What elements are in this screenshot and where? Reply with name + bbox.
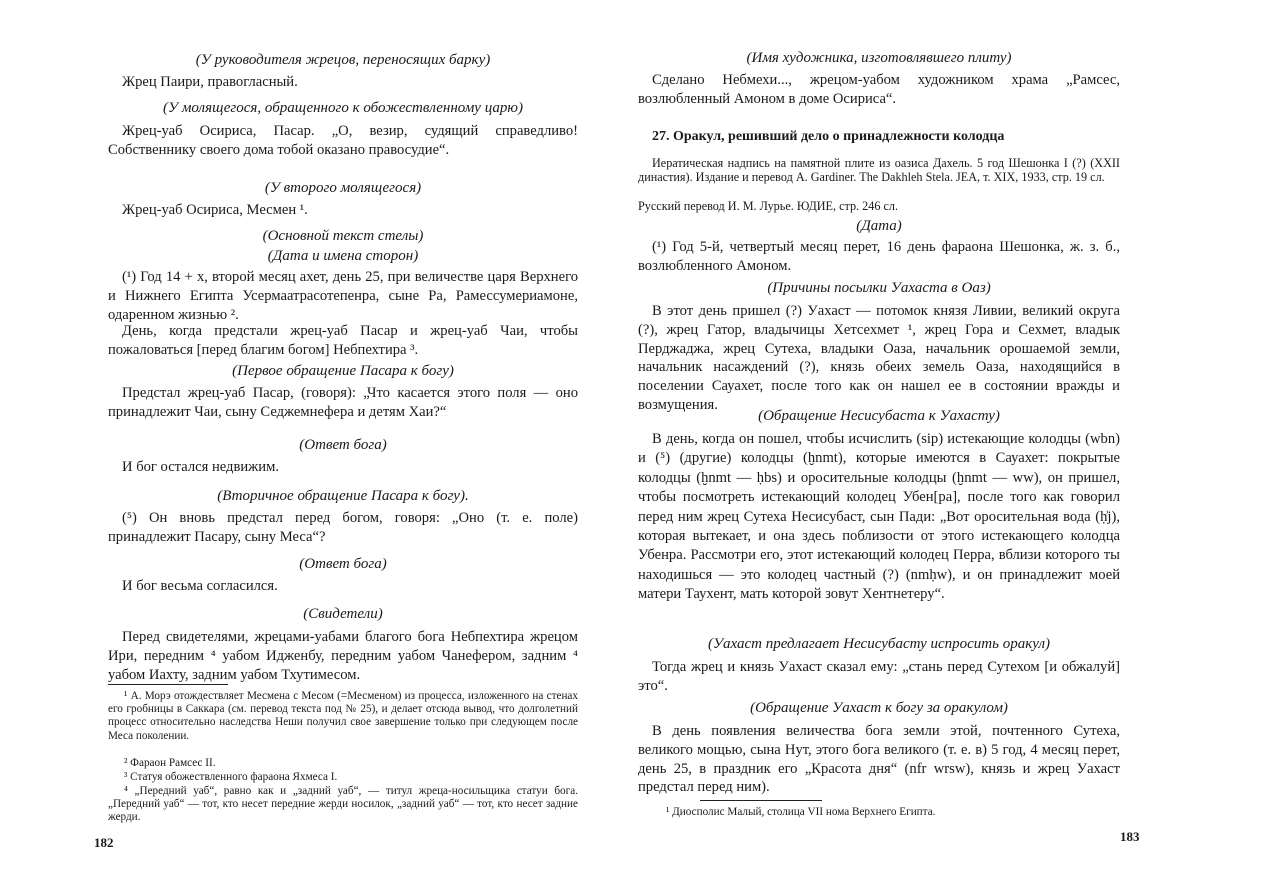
- section-heading: (Дата): [856, 218, 902, 234]
- section-heading: (Дата и имена сторон): [267, 248, 419, 264]
- page-number: 183: [1120, 829, 1140, 844]
- paragraph: Жрец Паири, правогласный.: [122, 74, 298, 90]
- section-heading: (Уахаст предлагает Несисубасту испросить оракул): [707, 636, 1051, 652]
- section-heading: (У руководителя жрецов, переносящих барку): [195, 52, 491, 68]
- paragraph: (¹) Год 14 + x, второй месяц ахет, день 25, при величестве царя Верхнего и Нижнего Египта Усермаатрасотепенра, сыне Ра, Рамессумериамоне, одаренном жизнью ².: [108, 269, 578, 323]
- section-heading: (Обращение Несисубаста к Уахасту): [758, 408, 1000, 424]
- paragraph: Жрец-уаб Осириса, Пасар. „О, везир, судящий справедливо! Собственнику своего дома тобой оказано правосудие“.: [108, 123, 578, 158]
- paragraph: И бог весьма согласился.: [122, 578, 278, 594]
- chapter-heading: 27. Оракул, решивший дело о принадлежности колодца: [652, 129, 1005, 144]
- section-heading: (Обращение Уахаст к богу за оракулом): [750, 700, 1008, 716]
- footnote: ⁴ „Передний уаб“, равно как и „задний уаб“, — титул жреца-носильщика статуи бога. „Передний уаб“ — тот, кто несет передние жерди носилок, „задний уаб“ — тот, кто несет задние жерди.: [108, 785, 578, 824]
- section-heading: (Ответ бога): [299, 437, 387, 453]
- section-heading: (Причины посылки Уахаста в Оаз): [767, 280, 991, 296]
- paragraph: Предстал жрец-уаб Пасар, (говоря): „Что касается этого поля — оно принадлежит Чаи, сыну Седжемнефера и детям Хаи?“: [108, 385, 578, 420]
- footnote: ² Фараон Рамсес II.: [124, 757, 216, 769]
- paragraph: День, когда предстали жрец-уаб Пасар и жрец-уаб Чаи, чтобы пожаловаться [перед благим богом] Небпехтира ³.: [108, 323, 578, 358]
- section-heading: (Основной текст стелы): [262, 228, 424, 244]
- source-note: Иератическая надпись на памятной плите из оазиса Дахель. 5 год Шешонка I (?) (XXII династия). Издание и перевод A. Gardiner. The Dakhleh Stela. JEA, т. XIX, 1933, стр. 19 сл.: [638, 156, 1120, 185]
- paragraph: В день появления величества бога земли этой, почтенного Сутеха, великого мощью, сына Нут, этого бога великого (т. е. в) 5 год, 4 месяц перет, день 25, в праздник его „Красота дня“ (nfr wrsw), князь и жрец Уахаст предстал перед ним).: [638, 723, 1120, 796]
- footnote: ³ Статуя обожествленного фараона Яхмеса I.: [124, 771, 338, 783]
- footnote-rule: [700, 800, 822, 801]
- paragraph: Тогда жрец и князь Уахаст сказал ему: „стань перед Сутехом [и обжалуй] это“.: [638, 659, 1120, 694]
- paragraph: В день, когда он пошел, чтобы исчислить (sip) истекающие колодцы (wbn) и (⁵) (другие) колодцы (ḫnmt), которые имеются в Сауахет: покрытые колодцы (ḫnmt — ḥbs) и оросительные колодцы (ḫnmt — ww), он пришел, чтобы посмотреть истекающий колодец Убен[ра], после того как говорил перед ним жрец Сутеха Несисубаст, сын Пади: „Вот оросительная вода (ḥ͗j), которая вытекает, и она здесь поблизости от этого истекающего колодца Убенра. Рассмотри его, этот истекающий колодец Перра, вблизи которого ты находишься — это колодец частный (?) (nmḥw), и он принадлежит моей матери Таухент, мать которой зовут Хентнетеру“.: [638, 431, 1120, 603]
- footnote: ¹ А. Морэ отождествляет Месмена с Месом (=Месменом) из процесса, изложенного на стенах его гробницы в Саккара (см. перевод текста под № 25), и делает отсюда вывод, что долголетний процесс относительно наследства Неши получил свое завершение только при следующем после Меса поколении.: [108, 690, 578, 742]
- section-heading: (Свидетели): [303, 606, 383, 622]
- section-heading: (Вторичное обращение Пасара к богу).: [217, 488, 469, 504]
- source-note: Русский перевод И. М. Лурье. ЮДИЕ, стр. 246 сл.: [638, 199, 899, 213]
- paragraph: (¹) Год 5-й, четвертый месяц перет, 16 день фараона Шешонка, ж. з. б., возлюбленного Амоном.: [638, 239, 1120, 274]
- paragraph: Жрец-уаб Осириса, Месмен ¹.: [122, 202, 308, 218]
- paragraph: (⁵) Он вновь предстал перед богом, говоря: „Оно (т. е. поле) принадлежит Пасару, сыну Меса“?: [108, 510, 578, 545]
- paragraph: В этот день пришел (?) Уахаст — потомок князя Ливии, великий округа (?), жрец Гатор, владычицы Хетсехмет ¹, жрец Гора и Сехмет, владык Перджаджа, жрец Сутеха, владыки Оаза, начальник орошаемой земли, начальник насаждений (?), князь обеих земель Оаза, находящийся в поселении Сауахет, после того как он нашел ее в состоянии вражды и возмущения.: [638, 303, 1120, 413]
- page-number: 182: [94, 835, 114, 850]
- section-heading: (У молящегося, обращенного к обожествленному царю): [163, 100, 523, 116]
- footnote-rule: [108, 684, 228, 685]
- section-heading: (Ответ бога): [299, 556, 387, 572]
- section-heading: (Имя художника, изготовлявшего плиту): [746, 50, 1012, 66]
- section-heading: (Первое обращение Пасара к богу): [232, 363, 454, 379]
- paragraph: И бог остался недвижим.: [122, 459, 279, 475]
- section-heading: (У второго молящегося): [264, 180, 422, 196]
- paragraph: Сделано Небмехи..., жрецом-уабом художником храма „Рамсес, возлюбленный Амоном в доме Осириса“.: [638, 72, 1120, 107]
- paragraph: Перед свидетелями, жрецами-уабами благого бога Небпехтира жрецом Ири, передним ⁴ уабом Идженбу, передним уабом Чанефером, задним ⁴ уабом Иахту, задним уабом Тхутимесом.: [108, 629, 578, 683]
- footnote: ¹ Диосполис Малый, столица VII нома Верхнего Египта.: [666, 806, 936, 818]
